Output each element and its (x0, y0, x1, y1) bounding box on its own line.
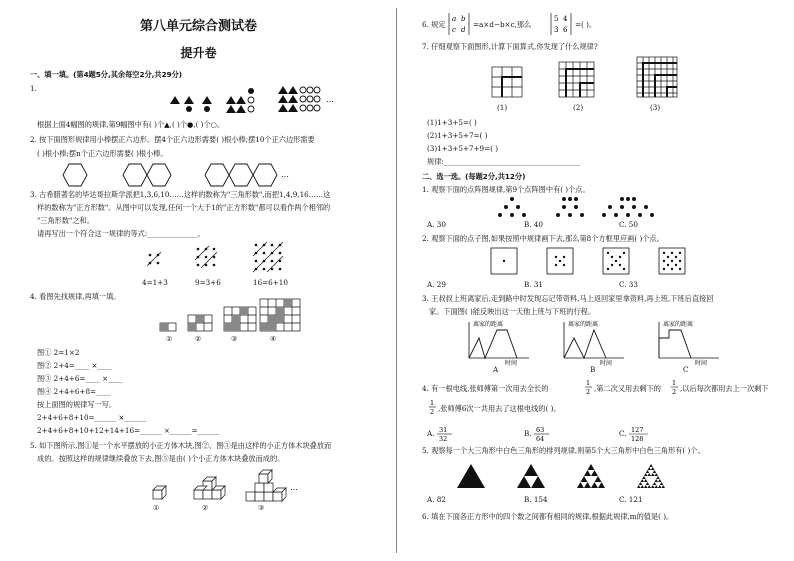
q3-label-1: 4=1+3 (142, 278, 168, 287)
svg-text:b: b (461, 15, 466, 23)
q1-text: 根据上面4幅图的规律,第9幅图中有( )个▲,( )个●,( )个○。 (37, 120, 225, 129)
q5-label-3: ③ (258, 503, 265, 512)
right-page (397, 0, 794, 561)
q7-line-2: (2)1+3+5+7=( ) (427, 131, 488, 140)
c5-option-c[interactable]: C. 121 (619, 495, 643, 504)
q7-line-1: (1)1+3+5=( ) (427, 118, 477, 127)
c5-option-a[interactable]: A. 82 (427, 495, 446, 504)
c3-option-a[interactable]: A (493, 365, 499, 374)
q1-number: 1. (30, 84, 37, 93)
c2-dot-squares-figure (489, 246, 689, 276)
c3-graph-c (655, 318, 725, 367)
c4-option-a-label: A. (427, 429, 435, 438)
c4-option-b[interactable] (524, 425, 550, 443)
c1-option-b[interactable]: B. 40 (524, 220, 543, 229)
c1-heading: 1. 观察下面的点阵图规律,第9个点阵图中有( )个点。 (422, 185, 590, 194)
page-title: 第八单元综合测试卷 (139, 19, 257, 34)
c3-option-b[interactable]: B (590, 365, 596, 374)
c2-option-b[interactable]: B. 31 (524, 280, 543, 289)
q4-line-3: 图③ 2+4+6=____ ×____ (37, 374, 123, 383)
c2-option-a[interactable]: A. 29 (427, 280, 446, 289)
q4-grid-figure (160, 303, 300, 343)
q7-square-grids-figure (487, 55, 687, 101)
q3-line1: 3. 古希腊著名的毕达哥拉斯学派把1,3,6,10……这样的数称为"三角形数",而把1,4,9,16……这 (30, 190, 331, 199)
q5-line2: 成的。按照这样的规律继续叠放下去,图⑤是由( )个小正方体木块叠放而成的。 (37, 454, 285, 463)
svg-text:2: 2 (586, 388, 591, 396)
svg-text:1: 1 (672, 379, 677, 387)
svg-text:4: 4 (563, 15, 568, 23)
q4-label-4: ④ (270, 334, 277, 343)
c3-graph-c-xlabel: 时间 (695, 360, 708, 367)
c4-option-b-fraction (534, 425, 550, 443)
q4-line-4: 图④ 2+4+6+8=____ (37, 387, 111, 396)
q5-cubes-figure (150, 470, 310, 510)
c4-option-c[interactable] (619, 425, 649, 443)
section-1-heading: 一、填一填。(第4题5分,其余每空2分,共29分) (30, 70, 183, 79)
svg-text:1: 1 (586, 379, 591, 387)
c5-sierpinski-figure (457, 460, 697, 492)
q5-label-2: ② (202, 503, 209, 512)
svg-text:a: a (452, 15, 457, 23)
q7-label-2: (2) (573, 103, 584, 112)
q1-pattern-figure (150, 82, 350, 118)
c4-option-c-label: C. (619, 429, 627, 438)
c1-option-a[interactable]: A. 30 (427, 220, 446, 229)
svg-text:64: 64 (535, 435, 545, 443)
svg-text:128: 128 (630, 435, 644, 443)
q7-heading: 7. 仔细观察下面图形,计算下面算式,你发现了什么规律? (422, 42, 598, 51)
c1-option-c[interactable]: C. 50 (619, 220, 638, 229)
q4-line-2: 图② 2+4=____ ×____ (37, 361, 112, 370)
section-2-heading: 二、选一选。(每题2分,共12分) (422, 172, 526, 181)
c3-line1: 3. 王叔叔上班离家后,走到路中时发现忘记带资料,马上返回家里拿资料,再上班,下班后直接回 (422, 294, 714, 303)
q2-line2: ( )根小棒;摆n个正六边形需要( )根小棒。 (37, 149, 168, 158)
q4-label-3: ③ (231, 334, 238, 343)
svg-text:3: 3 (554, 26, 559, 34)
c4-fraction-half-2 (671, 378, 679, 396)
c2-heading: 2. 观察下面的点子图,如果按照中规律画下去,那么第8个方框里应画( )个点。 (422, 234, 664, 243)
page-subtitle: 提升卷 (180, 46, 217, 60)
c3-option-c[interactable]: C (683, 365, 689, 374)
svg-text:d: d (461, 26, 466, 34)
q6-prefix: 6. 规定 (422, 20, 446, 29)
svg-text:2: 2 (672, 388, 677, 396)
q4-line-5: 按上面图的规律写一写。 (37, 400, 117, 409)
c4-line2: ,张师傅6次一共用去了这根电线的( )。 (438, 404, 561, 413)
svg-text:31: 31 (438, 426, 448, 434)
q5-ellipsis: … (290, 483, 298, 492)
svg-text:1: 1 (430, 399, 435, 407)
q1-ellipsis: … (326, 95, 334, 104)
q7-label-1: (1) (497, 103, 508, 112)
c3-graph-b-ylabel: 离家的距离 (568, 321, 599, 328)
c4-line1c: ,以后每次都用去上一次剩下 (680, 384, 769, 393)
c4-option-a-fraction (437, 425, 453, 443)
q4-line-7: 2+4+6+8+10+12+14+16=______ ×______=______ (37, 426, 220, 435)
q5-label-1: ① (153, 503, 160, 512)
q4-line-1: 图① 2=1×2 (37, 348, 80, 357)
c6-line: 6. 填在下面各正方形中的四个数之间都有相同的规律,根据此规律,m的值是( )。 (422, 512, 674, 521)
c3-graph-a-xlabel: 时间 (505, 360, 518, 367)
c3-graph-a (465, 318, 535, 367)
c4-option-b-label: B. (524, 429, 532, 438)
c3-line2: 家。下面图( )能反映出这一天他上班与下班的行程。 (429, 307, 596, 316)
c5-option-b[interactable]: B. 154 (524, 495, 548, 504)
c4-fraction-half-3 (429, 398, 437, 416)
c4-line1a: 4. 有一根电线,张师傅第一次用去全长的 (422, 384, 549, 393)
q2-hexagons-figure (55, 160, 295, 190)
q4-heading: 4. 看图先找规律,再填一填。 (30, 292, 121, 301)
q2-line1: 2. 按下面图形规律用小棒摆正六边形。摆4个正六边形需要( )根小棒;摆10个正六边形需要 (30, 135, 315, 144)
svg-text:2: 2 (430, 408, 435, 416)
q3-label-3: 16=6+10 (253, 278, 288, 287)
svg-text:32: 32 (438, 435, 448, 443)
svg-text:5: 5 (554, 15, 559, 23)
q6-rule: =a×d−b×c,那么 (473, 20, 532, 29)
svg-text:c: c (452, 26, 456, 34)
q4-label-1: ① (166, 334, 173, 343)
q3-dot-arrays-figure (140, 243, 340, 283)
c1-dot-triangles-figure (492, 195, 692, 221)
q4-line-6: 2+4+6+8+10=______ ×______ (37, 413, 146, 422)
svg-text:127: 127 (630, 426, 644, 434)
c4-line1b: ,第二次又用去剩下的 (594, 384, 661, 393)
c4-fraction-half-1 (585, 378, 593, 396)
c4-option-c-fraction (629, 425, 649, 443)
determinant-5436 (549, 12, 573, 36)
svg-text:6: 6 (563, 26, 568, 34)
q2-ellipsis: … (281, 170, 289, 179)
c5-line: 5. 观察每一个大三角形中白色三角形的排列规律,则第5个大三角形中白色三角形有( )个。 (422, 446, 705, 455)
svg-text:63: 63 (535, 426, 545, 434)
c3-graph-b (560, 318, 630, 367)
q3-line4: 请再写出一个符合这一规律的等式:______________。 (37, 229, 205, 238)
q6-answer: =( )。 (575, 20, 597, 29)
c4-option-a[interactable] (427, 425, 453, 443)
c3-graph-a-ylabel: 离家的距离 (473, 321, 504, 328)
c3-graph-b-xlabel: 时间 (600, 360, 613, 367)
determinant-abcd (447, 12, 471, 36)
q4-label-2: ② (195, 334, 202, 343)
q7-label-3: (3) (650, 103, 661, 112)
q3-label-2: 9=3+6 (195, 278, 221, 287)
q3-line3: "三角形数"之和。 (37, 216, 94, 225)
q5-line1: 5. 如下图所示,图①是一个水平摆放的小正方体木块,图②、图③是由这样的小正方体木块叠放而 (30, 441, 332, 450)
q3-line2: 样的数称为"正方形数"。从图中可以发现,任何一个大于1的"正方形数"都可以看作两个相邻的 (37, 203, 331, 212)
c2-option-c[interactable]: C. 33 (619, 280, 638, 289)
c3-graph-c-ylabel: 离家的距离 (663, 321, 694, 328)
q7-line-3: (3)1+3+5+7+9=( ) (427, 144, 499, 153)
q7-rule-line: 规律:______________________________________ (427, 157, 581, 166)
